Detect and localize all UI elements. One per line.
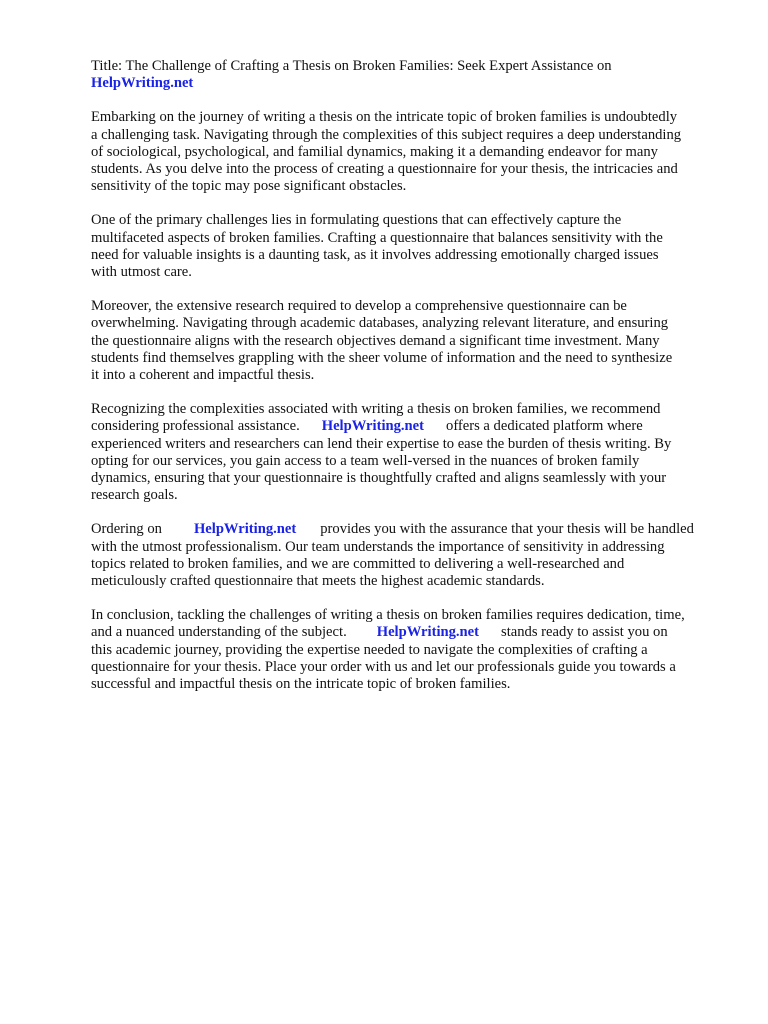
conclusion-text-end: stands ready to assist you on this academic journey, providing the expertise needed to navigate the complexities of crafting a questionnaire for your thesis. Place your order with us and let our professionals guide you towards a successful and impactful thesis on the intricate topic of broken families. <box>91 624 676 693</box>
title-paragraph <box>91 58 723 92</box>
conclusion-link[interactable]: HelpWriting.net <box>376 624 480 641</box>
paragraph-conclusion <box>91 607 723 693</box>
paragraph-intro: Embarking on the journey of writing a thesis on the intricate topic of broken families is undoubtedly a challenging task. Navigating through the complexities of this subject requires a deep understanding of sociological, psychological, and familial dynamics, making it a demanding endeavor for many students. As you delve into the process of creating a questionnaire for your thesis, the intricacies and sensitivity of the topic may pose significant obstacles. <box>91 109 682 195</box>
document-page <box>91 58 723 710</box>
paragraph-research: Moreover, the extensive research required to develop a comprehensive questionnaire can be overwhelming. Navigating through academic databases, analyzing relevant literature, and ensuring the questionnaire aligns with the research objectives demand a significant time investment. Many students find themselves grappling with the sheer volume of information and the need to synthesize it into a coherent and impactful thesis. <box>91 298 673 384</box>
recommendation-text-start: Recognizing the complexities associated with writing a thesis on broken families, we recommend considering professional assistance. <box>91 401 661 435</box>
title-text: Title: The Challenge of Crafting a Thesis on Broken Families: Seek Expert Assistance on <box>91 58 612 74</box>
paragraph-recommendation <box>91 401 723 504</box>
ordering-text-start: Ordering on <box>91 521 162 538</box>
paragraph-challenges: One of the primary challenges lies in formulating questions that can effectively capture the multifaceted aspects of broken families. Crafting a questionnaire that balances sensitivity with the need for valuable insights is a daunting task, as it involves addressing emotionally charged issues with utmost care. <box>91 212 663 281</box>
recommendation-text-end: offers a dedicated platform where experienced writers and researchers can lend their expertise to ease the burden of thesis writing. By opting for our services, you gain access to a team well-versed in the nuances of broken family dynamics, ensuring that your questionnaire is thoughtfully crafted and aligns seamlessly with your research goals. <box>91 418 672 504</box>
ordering-link[interactable]: HelpWriting.net <box>193 521 297 538</box>
ordering-text-end: provides you with the assurance that your thesis will be handled with the utmost professionalism. Our team understands the importance of sensitivity in addressing topics related to broken families, and we are committed to delivering a well-researched and meticulously crafted questionnaire that meets the highest academic standards. <box>91 521 694 590</box>
conclusion-text-start: In conclusion, tackling the challenges of writing a thesis on broken families requires dedication, time, and a nuanced understanding of the subject. <box>91 607 685 641</box>
recommendation-link[interactable]: HelpWriting.net <box>321 418 425 435</box>
title-link[interactable]: HelpWriting.net <box>91 75 194 92</box>
paragraph-ordering <box>91 521 723 590</box>
